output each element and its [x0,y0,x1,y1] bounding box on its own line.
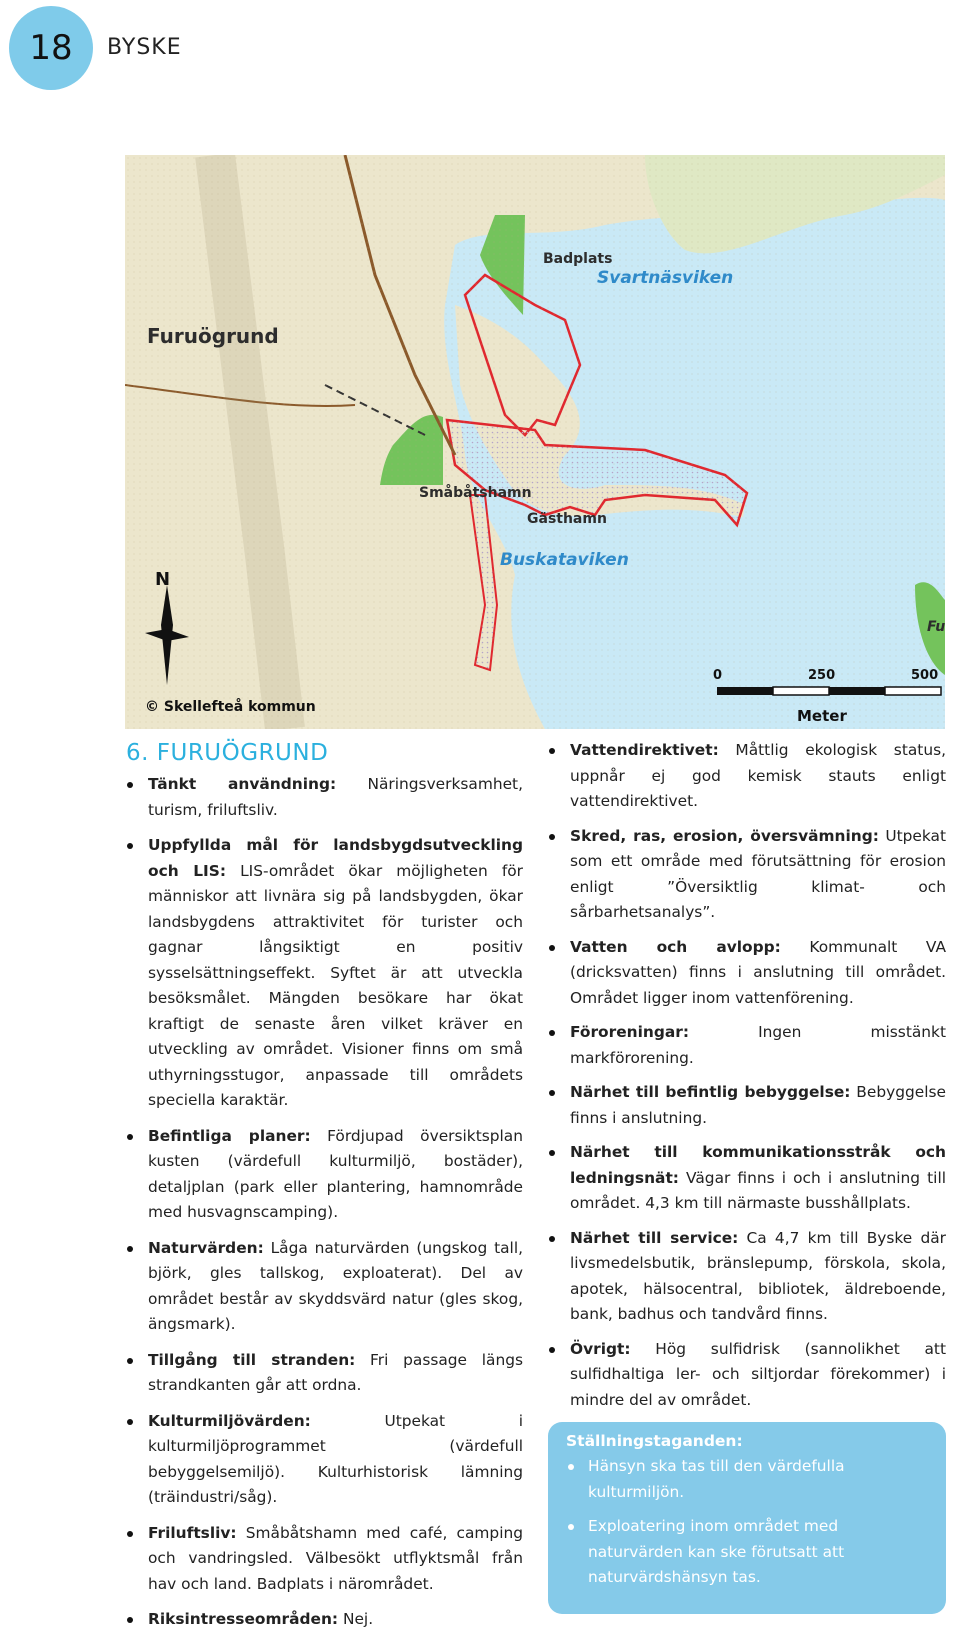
list-item [126,1124,523,1226]
item-text: Måttlig ekologisk status, uppnår ej god kemisk stauts enligt vattendirektivet. [570,741,946,810]
list-item [548,1140,946,1217]
right-column [548,738,946,1614]
item-label: Skred, ras, erosion, översvämning: [570,826,879,845]
list-item [126,772,523,823]
item-label: Föroreningar: [570,1023,689,1041]
item-label: Tillgång till stranden: [148,1350,356,1369]
item-text: Vägar finns i och i anslutning till området. 4,3 km till närmaste busshållplats. [570,1168,946,1212]
list-item [126,1521,523,1598]
item-text: Utpekat som ett område med förutsättning för erosion enligt ”Översiktlig klimat- och sårbarhetsanalys”. [570,826,946,921]
item-text: Låga naturvärden (ungskog tall, björk, gles tallskog, exploaterat). Del av området består av skyddsvärd natur (gles skog, ängsmark). [148,1238,523,1333]
item-label: Befintliga planer: [148,1126,311,1145]
item-label: Friluftsliv: [148,1523,237,1542]
item-label: Närhet till kommunikationsstråk och ledningsnät: [570,1143,946,1187]
item-text: Ca 4,7 km till Byske där livsmedelsbutik, bränslepump, förskola, skola, apotek, hälsocentral, bibliotek, äldreboende, bank, badhus och tandvård finns. [570,1228,946,1323]
right-list [548,738,946,1413]
scale-unit: Meter [797,707,847,725]
list-item [126,833,523,1114]
list-item [548,824,946,926]
item-label: Kulturmiljövärden: [148,1411,311,1430]
scale-tick-250: 250 [808,668,836,683]
label-furuogrund: Furuögrund [147,324,279,348]
list-item [548,1337,946,1414]
label-buskataviken: Buskataviken [500,550,629,570]
item-text: Utpekat i kulturmiljöprogrammet (värdefull bebyggelsemiljö). Kulturhistorisk lämning (träindustri/såg). [148,1411,523,1506]
scale-tick-0: 0 [713,668,723,683]
item-text: Fri passage längs strandkanten går att ordna. [148,1350,524,1394]
label-smabatshamn: Småbåtshamn [419,485,532,501]
list-item [126,1409,523,1511]
item-label: Vatten och avlopp: [570,937,781,956]
item-label: Tänkt användning: [148,775,337,793]
item-label: Närhet till service: [570,1228,739,1247]
label-svartnasviken: Svartnäsviken [597,268,734,288]
list-item [126,1607,523,1633]
left-column [126,738,523,1643]
stallningstaganden-title: Ställningstaganden: [566,1432,743,1450]
section-title: 6. FURUÖGRUND [126,740,329,766]
page-number-badge: 18 [9,6,93,90]
stallningstagande-item: Hänsyn ska tas till den värdefulla kulturmiljön. [566,1454,930,1505]
list-item [126,1236,523,1338]
map-svg [125,155,945,729]
item-label: Vattendirektivet: [570,741,719,759]
label-fu: Fu [927,619,945,635]
item-text: Kommunalt VA (dricksvatten) finns i anslutning till området. Området ligger inom vattenförening. [570,937,946,1007]
list-item [548,1080,946,1131]
scale-tick-500: 500 [911,668,939,683]
item-text: LIS-området ökar möjligheten för människor att livnära sig på landsbygden, ökar landsbygdens attraktivitet för turister och gagnar långsiktigt en positiv sysselsättningseffekt. Syftet är att utveckla besöksmålet. Mängden besökare har ökat kraftigt de senaste åren vilket kräver en utveckling av området. Visioner finns om små uthyrningsstugor, anpassade till områdets speciella karaktär. [148,861,523,1109]
left-list [126,772,523,1633]
area-map [125,155,945,729]
stallningstaganden-list [566,1454,930,1591]
item-label: Naturvärden: [148,1238,264,1257]
item-label: Uppfyllda mål för landsbygdsutveckling och LIS: [148,836,523,880]
item-text: Småbåtshamn med café, camping och vandringsled. Välbesökt utflyktsmål från hav och land. Badplats i närområdet. [148,1523,523,1593]
north-label: N [155,569,171,590]
item-text: Fördjupad översiktsplan kusten (värdefull kulturmiljö, bostäder), detaljplan (park eller plantering, hamnområde med husvagnscamping). [148,1126,523,1221]
section-header: BYSKE [107,35,182,60]
item-text: Bebyggelse finns i anslutning. [570,1083,946,1127]
item-text: Hög sulfidrisk (sannolikhet att sulfidhaltiga ler- och siltjordar förekommer) i mindre del av området. [570,1339,946,1409]
stallningstagande-item: Exploatering inom området med naturvärden kan ske förutsatt att naturvärdshänsyn tas. [566,1514,930,1591]
list-item [548,1020,946,1071]
list-item [548,738,946,815]
item-text: Nej. [338,1610,374,1628]
item-label: Övrigt: [570,1339,631,1358]
list-item [548,1226,946,1328]
list-item [126,1348,523,1399]
list-item [548,935,946,1012]
item-text: Ingen misstänkt markförorening. [570,1023,946,1067]
item-text: Näringsverksamhet, turism, friluftsliv. [148,775,523,819]
label-badplats: Badplats [543,251,613,267]
item-label: Närhet till befintlig bebyggelse: [570,1083,851,1101]
item-label: Riksintresseområden: [148,1610,339,1628]
map-copyright: © Skellefteå kommun [145,699,316,715]
stallningstaganden-box [548,1422,946,1614]
label-gasthamn: Gästhamn [527,511,607,527]
